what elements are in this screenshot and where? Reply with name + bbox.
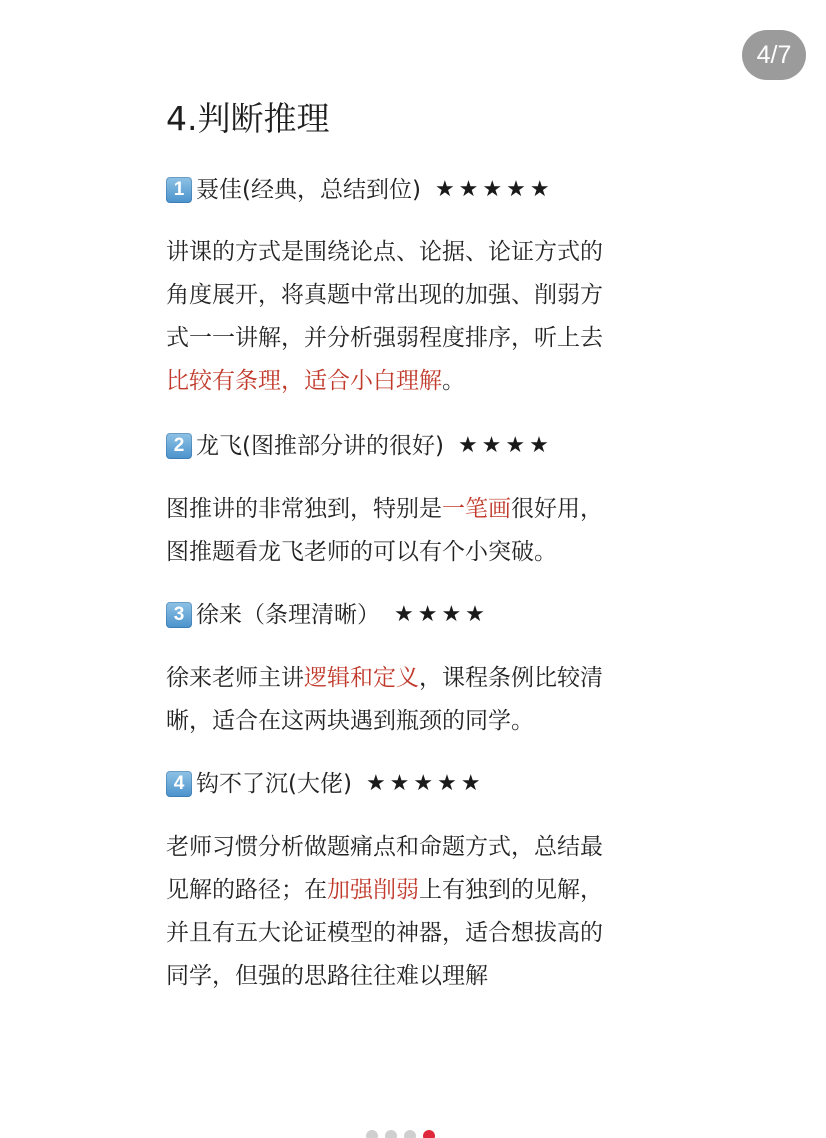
paragraph-text: 徐来老师主讲 [166, 665, 304, 691]
paragraph-line [166, 657, 666, 700]
star-rating: ★★★★ [394, 602, 489, 627]
section-heading-4 [166, 769, 485, 799]
page-counter: 4/7 [742, 30, 806, 80]
keycap-number-icon: 1 [166, 177, 192, 203]
section-heading-2 [166, 431, 553, 461]
keycap-number-icon: 4 [166, 771, 192, 797]
pagination-dot[interactable] [404, 1130, 416, 1138]
keycap-number-icon: 2 [166, 433, 192, 459]
paragraph-line: 讲课的方式是围绕论点、论据、论证方式的 [166, 239, 603, 265]
paragraph-text: 见解的路径；在 [166, 877, 327, 903]
paragraph-line [166, 488, 666, 531]
pagination-dot[interactable] [385, 1130, 397, 1138]
section-heading-text: 徐来（条理清晰） [196, 602, 380, 628]
paragraph-line: 角度展开，将真题中常出现的加强、削弱方 [166, 282, 603, 308]
paragraph-text: 上有独到的见解， [419, 877, 603, 903]
star-rating: ★★★★★ [365, 771, 485, 796]
highlighted-text: 加强削弱 [327, 877, 419, 903]
section-heading-3 [166, 600, 489, 630]
section-heading-text: 钩不了沉(大佬) [196, 771, 352, 797]
section-heading-text: 龙飞(图推部分讲的很好) [196, 433, 444, 459]
section-paragraph-2 [166, 488, 666, 574]
highlighted-text: 一笔画 [442, 496, 511, 522]
section-paragraph-3 [166, 657, 666, 743]
pagination-dot-active[interactable] [423, 1130, 435, 1138]
paragraph-text: 很好用， [511, 496, 603, 522]
pagination-dot[interactable] [366, 1130, 378, 1138]
star-rating: ★★★★ [457, 433, 553, 458]
paragraph-text: ，课程条例比较清 [419, 665, 603, 691]
highlighted-text: 逻辑和定义 [304, 665, 419, 691]
paragraph-line [166, 360, 666, 403]
section-paragraph-1 [166, 231, 666, 403]
page-title: 4.判断推理 [166, 99, 330, 138]
star-rating: ★★★★★ [434, 177, 554, 202]
pagination-dots [366, 1130, 435, 1138]
section-heading-text: 聂佳(经典，总结到位) [196, 177, 421, 203]
paragraph-text: 。 [442, 368, 465, 394]
highlighted-text: 比较有条理，适合小白理解 [166, 368, 442, 394]
paragraph-text: 图推讲的非常独到，特别是 [166, 496, 442, 522]
section-paragraph-4 [166, 826, 666, 998]
paragraph-line: 同学，但强的思路往往难以理解 [166, 963, 488, 989]
paragraph-line: 图推题看龙飞老师的可以有个小突破。 [166, 539, 557, 565]
section-heading-1 [166, 175, 554, 205]
paragraph-line: 老师习惯分析做题痛点和命题方式，总结最 [166, 834, 603, 860]
paragraph-line: 晰，适合在这两块遇到瓶颈的同学。 [166, 708, 534, 734]
paragraph-line: 式一一讲解，并分析强弱程度排序，听上去 [166, 325, 603, 351]
paragraph-line [166, 869, 666, 912]
paragraph-line: 并且有五大论证模型的神器，适合想拔高的 [166, 920, 603, 946]
keycap-number-icon: 3 [166, 602, 192, 628]
